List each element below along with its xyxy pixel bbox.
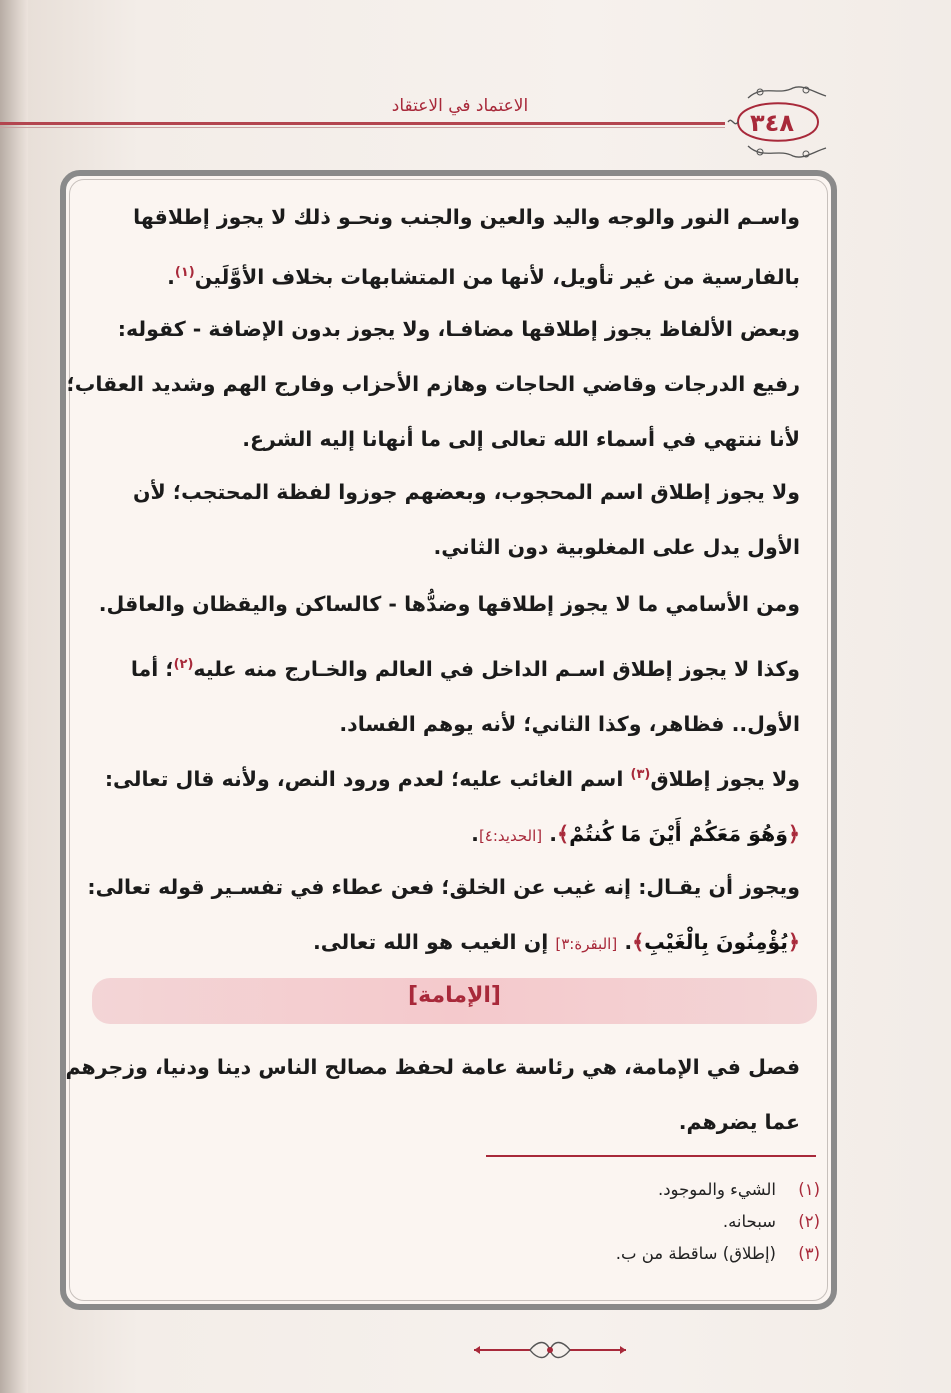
- paragraph-7: [87, 860, 800, 972]
- footnote-ref: (١): [174, 265, 195, 280]
- paragraph-line: رفيع الدرجات وقاضي الحاجات وهازم الأحزاب وفارج الهم وشديد العقاب؛: [66, 372, 800, 396]
- page-number: ٣٤٨: [750, 109, 794, 137]
- footnote-number: (٢): [798, 1212, 820, 1231]
- paragraph-4: [100, 577, 800, 632]
- footnote-rule: [486, 1155, 816, 1157]
- paragraph-line: الأول.. فظاهر، وكذا الثاني؛ لأنه يوهم الفساد.: [339, 711, 800, 736]
- paragraph-line: ومن الأسامي ما لا يجوز إطلاقها وضدُّها - كالساكن واليقظان والعاقل.: [98, 592, 800, 616]
- paragraph-1: [100, 190, 800, 305]
- quran-verse-line: ﴿يُؤْمِنُونَ بِالْغَيْبِ﴾. [البقرة:٣] إن الغيب هو الله تعالى.: [313, 930, 800, 954]
- paragraph-line: الأول يدل على المغلوبية دون الثاني.: [433, 535, 800, 559]
- section-paragraph: [65, 1040, 800, 1150]
- verse-reference: [البقرة:٣]: [555, 935, 618, 953]
- running-head: الاعتماد في الاعتقاد: [391, 96, 529, 116]
- paragraph-line: ولا يجوز إطلاق اسم المحجوب، وبعضهم جوزوا لفظة المحتجب؛ لأن: [132, 480, 800, 504]
- footnote-2: [440, 1212, 820, 1231]
- header-rule: [0, 122, 725, 125]
- paragraph-line: لأنا ننتهي في أسماء الله تعالى إلى ما أنهانا إليه الشرع.: [242, 427, 800, 451]
- section-heading: [الإمامة]: [408, 983, 501, 1008]
- footnote-text: (إطلاق) ساقطة من ب.: [615, 1244, 776, 1263]
- footer-ornament-icon: [470, 1338, 630, 1362]
- quran-verse: يُؤْمِنُونَ بِالْغَيْبِ: [644, 930, 788, 954]
- footnote-text: الشيء والموجود.: [657, 1180, 776, 1199]
- verse-close-ornament-icon: ﴾: [557, 821, 570, 846]
- footnote-1: [440, 1180, 820, 1199]
- verse-close-ornament-icon: ﴾: [632, 930, 645, 954]
- paragraph-line: عما يضرهم.: [678, 1110, 800, 1134]
- paragraph-line: وبعض الألفاظ يجوز إطلاقها مضافـا، ولا يجوز بدون الإضافة - كقوله:: [117, 317, 800, 341]
- footnote-ref: (٢): [173, 657, 194, 672]
- paragraph-line: فصل في الإمامة، هي رئاسة عامة لحفظ مصالح الناس دينا ودنيا، وزجرهم: [65, 1055, 800, 1079]
- paragraph-line-text: ولا يجوز إطلاق: [650, 766, 800, 791]
- paragraph-line: بالفارسية من غير تأويل، لأنها من المتشابهات بخلاف الأوَّلَين$^{(١)}$.: [167, 264, 800, 289]
- paragraph-6: [100, 747, 800, 864]
- verse-open-ornament-icon: ﴿: [787, 821, 800, 846]
- paragraph-line: [100, 747, 800, 807]
- paragraph-line: [100, 637, 800, 697]
- quran-verse-line: ﴿وَهُوَ مَعَكُمْ أَيْنَ مَا كُنتُمْ﴾. [الحديد:٤].: [471, 821, 800, 846]
- paragraph-line-text: اسم الغائب عليه؛ لعدم ورود النص، ولأنه قال تعالى:: [104, 766, 631, 791]
- paragraph-line-text: إن الغيب هو الله تعالى.: [313, 930, 556, 954]
- footnote-number: (١): [798, 1180, 820, 1199]
- footnote-number: (٣): [798, 1244, 820, 1263]
- footnote-ref: (٣): [630, 767, 651, 782]
- paragraph-line: ويجوز أن يقـال: إنه غيب عن الخلق؛ فعن عطاء في تفسـير قوله تعالى:: [87, 875, 800, 899]
- header-rule-thin: [0, 127, 725, 128]
- quran-verse: وَهُوَ مَعَكُمْ أَيْنَ مَا كُنتُمْ: [569, 821, 788, 846]
- footnote-text: سبحانه.: [722, 1212, 776, 1231]
- verse-reference: [الحديد:٤]: [478, 826, 543, 845]
- footnote-3: [440, 1244, 820, 1263]
- paragraph-line-text: بالفارسية من غير تأويل، لأنها من المتشابهات بخلاف الأوَّلَين: [194, 264, 800, 289]
- paragraph-line-text: ؛ أما: [130, 656, 174, 681]
- paragraph-3: [100, 465, 800, 575]
- paragraph-line: واسـم النور والوجه واليد والعين والجنب ونحـو ذلك لا يجوز إطلاقها: [133, 205, 800, 229]
- book-spine-shadow: [0, 0, 28, 1393]
- verse-open-ornament-icon: ﴿: [787, 930, 800, 954]
- paragraph-line-text: وكذا لا يجوز إطلاق اسـم الداخل في العالم والخـارج منه عليه: [193, 656, 800, 681]
- paragraph-2: [66, 302, 800, 467]
- paragraph-5: [100, 637, 800, 752]
